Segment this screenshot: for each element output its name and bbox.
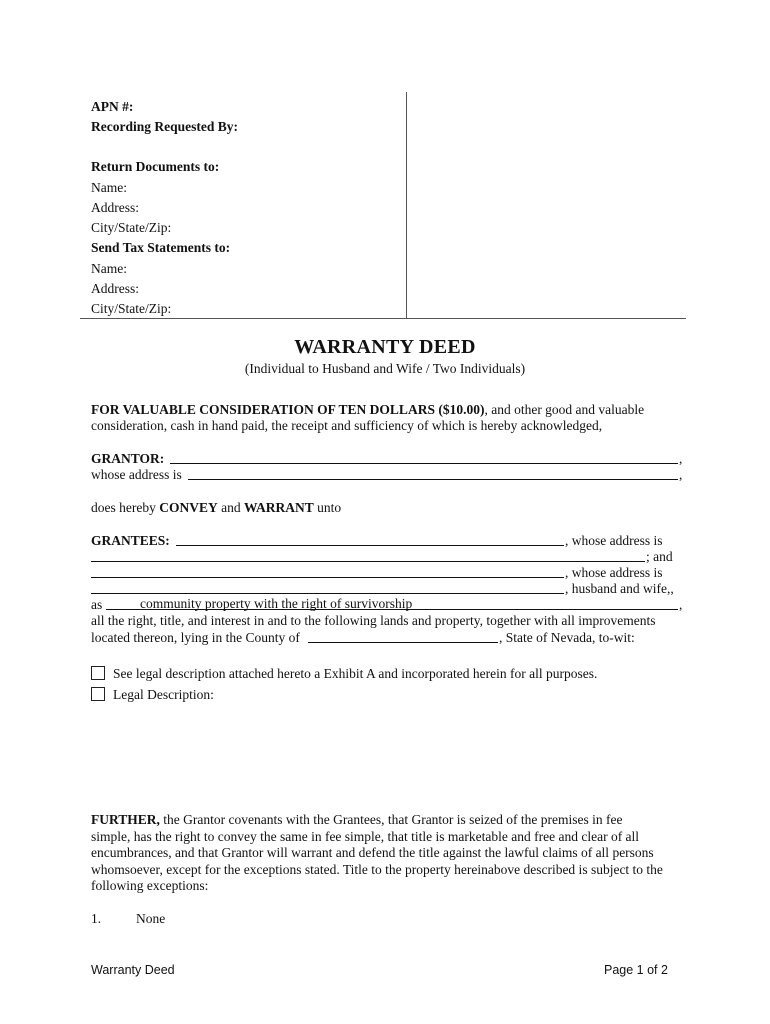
grantee-1-address-field[interactable]	[91, 549, 645, 562]
grantor-name-field[interactable]	[170, 451, 678, 464]
return-address-label: Address:	[91, 200, 139, 215]
legal-description-text: Legal Description:	[113, 687, 214, 702]
grantor-address-field[interactable]	[188, 467, 678, 480]
exception-text: None	[136, 911, 166, 926]
further-line-3: encumbrances, and that Grantor will warrant and defend the title against the lawful claims of all persons	[91, 845, 654, 860]
grantee-2-name-field[interactable]	[91, 565, 564, 578]
further-line-1	[91, 812, 623, 828]
recording-requested-by-label: Recording Requested By:	[91, 119, 238, 134]
county-field[interactable]	[308, 630, 498, 643]
apn-label: APN #:	[91, 99, 134, 114]
grantee-1-whose-address: , whose address is	[565, 533, 663, 548]
grantor-address-label: whose address is	[91, 467, 182, 482]
grantee-1-name-field[interactable]	[176, 533, 564, 546]
convey-word: CONVEY	[159, 500, 218, 515]
grantee-2-whose-address: , whose address is	[565, 565, 663, 580]
footer-document-name: Warranty Deed	[91, 963, 175, 977]
grantees-and: ; and	[646, 549, 673, 564]
document-title: WARRANTY DEED	[294, 336, 476, 358]
legal-description-checkbox[interactable]	[91, 687, 105, 701]
footer-page-number: Page 1 of 2	[604, 963, 668, 977]
header-horizontal-divider	[80, 318, 686, 319]
further-bold: FURTHER,	[91, 812, 160, 827]
return-documents-to-label: Return Documents to:	[91, 159, 220, 174]
property-line-2-pre: located thereon, lying in the County of	[91, 630, 300, 645]
exhibit-option	[91, 666, 597, 682]
grantor-comma: ,	[679, 451, 683, 466]
convey-and: and	[217, 500, 244, 515]
tax-city-state-zip-label: City/State/Zip:	[91, 301, 172, 316]
return-name-label: Name:	[91, 180, 127, 195]
legal-description-option	[91, 687, 214, 703]
grantor-line	[91, 451, 164, 467]
header-vertical-divider	[406, 92, 407, 319]
exhibit-text: See legal description attached hereto a Exhibit A and incorporated herein for all purposes.	[113, 666, 598, 681]
grantor-address-comma: ,	[679, 467, 683, 482]
further-line-4: whomsoever, except for the exceptions stated. Title to the property hereinabove described is subject to the	[91, 862, 663, 877]
exhibit-checkbox[interactable]	[91, 666, 105, 680]
send-tax-statements-label: Send Tax Statements to:	[91, 240, 231, 255]
consideration-bold: FOR VALUABLE CONSIDERATION OF TEN DOLLARS ($10.00)	[91, 402, 485, 417]
convey-line	[91, 500, 341, 516]
consideration-rest: , and other good and valuable	[484, 402, 645, 417]
as-label: as	[91, 597, 103, 612]
warrant-word: WARRANT	[244, 500, 314, 515]
document-subtitle: (Individual to Husband and Wife / Two Individuals)	[244, 361, 526, 376]
tax-name-label: Name:	[91, 261, 127, 276]
consideration-line-2: consideration, cash in hand paid, the receipt and sufficiency of which is hereby acknowledged,	[91, 418, 603, 433]
property-line-1: all the right, title, and interest in and to the following lands and property, together with all improvements	[91, 613, 656, 628]
return-city-state-zip-label: City/State/Zip:	[91, 220, 172, 235]
further-line-5: following exceptions:	[91, 878, 209, 893]
property-line-2-post: , State of Nevada, to-wit:	[499, 630, 635, 645]
exception-number: 1.	[91, 911, 102, 926]
convey-pre: does hereby	[91, 500, 160, 515]
grantee-2-address-field[interactable]	[91, 581, 564, 594]
further-line-2: simple, has the right to convey the same in fee simple, that title is marketable and free and clear of all	[91, 829, 640, 844]
convey-post: unto	[313, 500, 342, 515]
grantor-label: GRANTOR:	[91, 451, 165, 466]
husband-and-wife-text: , husband and wife,,	[565, 581, 674, 596]
tenancy-comma: ,	[679, 597, 683, 612]
grantees-label: GRANTEES:	[91, 533, 170, 548]
tax-address-label: Address:	[91, 281, 139, 296]
tenancy-value: community property with the right of survivorship	[140, 596, 413, 611]
further-line-1-rest: the Grantor covenants with the Grantees, that Grantor is seized of the premises in fee	[159, 812, 623, 827]
consideration-line-1	[91, 402, 644, 418]
